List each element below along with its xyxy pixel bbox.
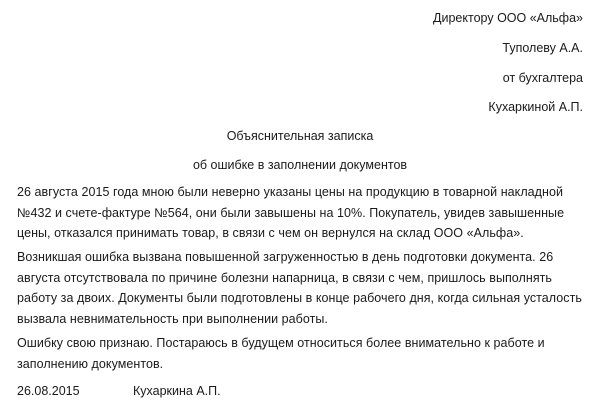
document-title: Объяснительная записка <box>226 129 374 143</box>
signature-name: Кухаркина А.П. <box>133 384 221 398</box>
body-paragraph-1: 26 августа 2015 года мною были неверно указаны цены на продукцию в товарной накладной №432 и счете-фактуре №564, они были завышены на 10%. Покупатель, увидев завышенные цены, отказался принимать товар, в связи с чем он вернулся на склад ООО «Альфа». <box>17 185 565 241</box>
sender-name: Кухаркиной А.П. <box>488 100 583 114</box>
recipient-name: Туполеву А.А. <box>502 41 583 55</box>
recipient-position: Директору ООО «Альфа» <box>433 11 583 25</box>
sender-position: от бухгалтера <box>502 71 583 85</box>
document-subtitle: об ошибке в заполнении документов <box>192 158 408 172</box>
body-paragraph-3: Ошибку свою признаю. Постараюсь в будущем относиться более внимательно к работе и заполнению документов. <box>17 336 545 371</box>
signature-date: 26.08.2015 <box>17 384 80 398</box>
body-paragraph-2: Возникшая ошибка вызвана повышенной загруженностью в день подготовки документа. 26 августа отсутствовала по причине болезни напарница, в связи с чем, пришлось выполнять работу за двоих. Документы были подготовлены в конце рабочего дня, когда сильная усталость вызвала невнимательность при выполнении работы. <box>17 250 582 326</box>
